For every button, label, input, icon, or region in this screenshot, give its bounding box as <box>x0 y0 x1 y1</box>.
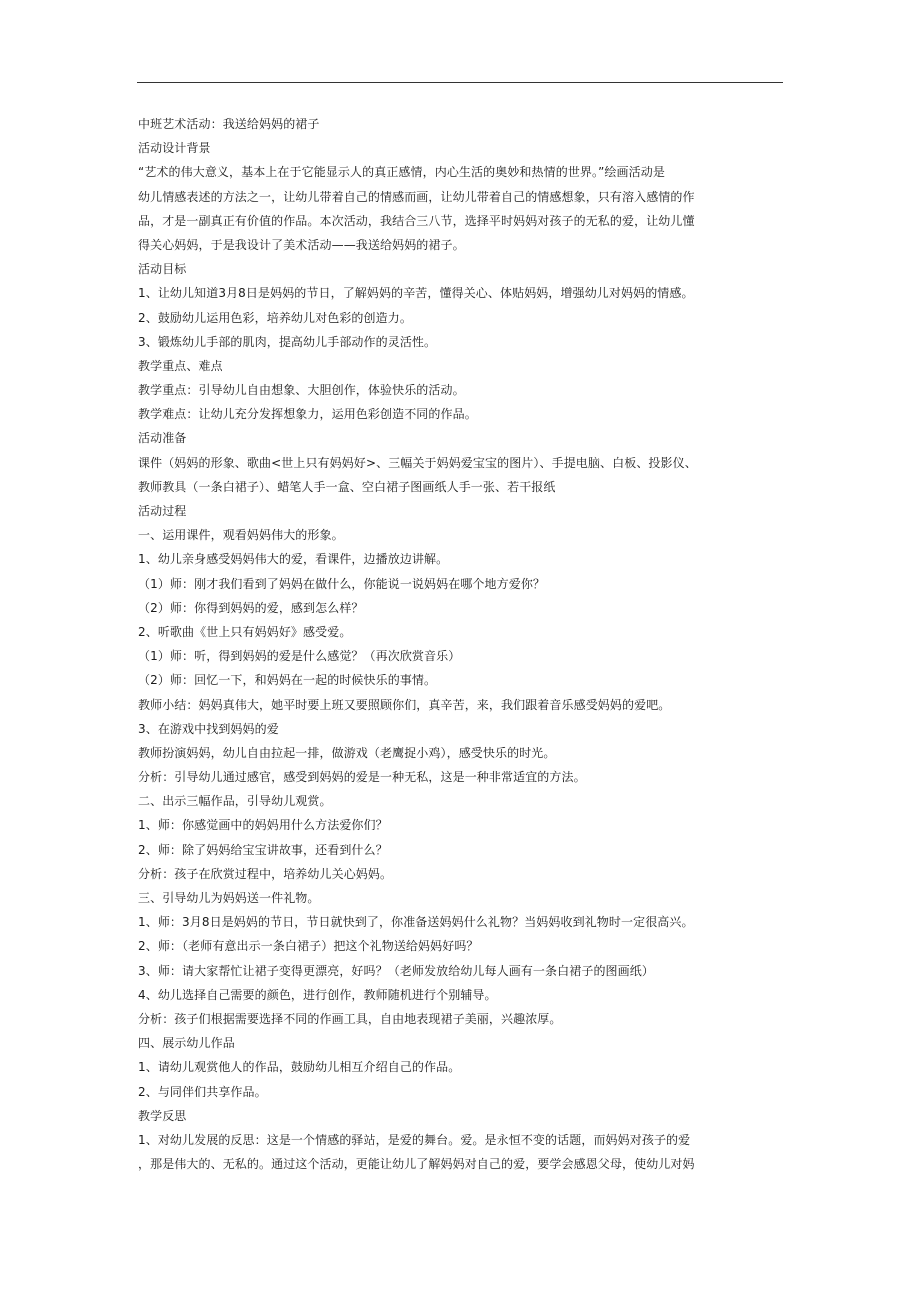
text-line: 二、出示三幅作品，引导幼儿观赏。 <box>138 794 332 809</box>
text-line: “艺术的伟大意义，基本上在于它能显示人的真正感情，内心生活的奥妙和热情的世界。”绘画活动是 <box>138 165 665 180</box>
text-line: 4、幼儿选择自己需要的颜色，进行创作，教师随机进行个别辅导。 <box>138 987 497 1002</box>
text-line: 教师小结：妈妈真伟大，她平时要上班又要照顾你们，真辛苦，来，我们跟着音乐感受妈妈的爱吧。 <box>138 697 671 712</box>
text-line: 分析：孩子们根据需要选择不同的作画工具，自由地表现裙子美丽，兴趣浓厚。 <box>138 1011 562 1026</box>
text-line: 2、听歌曲《世上只有妈妈好》感受爱。 <box>138 624 352 639</box>
text-line: 活动目标 <box>138 262 187 277</box>
text-line: 分析：引导幼儿通过感官，感受到妈妈的爱是一种无私，这是一种非常适宜的方法。 <box>138 770 586 785</box>
text-line: 幼儿情感表述的方法之一，让幼儿带着自己的情感而画，让幼儿带着自己的情感想象，只有溶入感情的作 <box>138 189 695 204</box>
text-line: 1、让幼儿知道3月8日是妈妈的节日，了解妈妈的辛苦，懂得关心、体贴妈妈，增强幼儿对妈妈的情感。 <box>138 286 694 301</box>
text-line: 分析：孩子在欣赏过程中，培养幼儿关心妈妈。 <box>138 866 393 881</box>
text-line: 教师教具（一条白裙子）、蜡笔人手一盒、空白裙子图画纸人手一张、若干报纸 <box>138 479 556 494</box>
text-line: 教学反思 <box>138 1108 187 1123</box>
text-line: 教学重点、难点 <box>138 358 223 373</box>
text-line: 3、师：请大家帮忙让裙子变得更漂亮，好吗？（老师发放给幼儿每人画有一条白裙子的图画纸） <box>138 963 654 978</box>
text-line: 2、与同伴们共享作品。 <box>138 1084 267 1099</box>
text-line: 2、鼓励幼儿运用色彩，培养幼儿对色彩的创造力。 <box>138 310 412 325</box>
document-body <box>138 112 788 1176</box>
text-line: 活动准备 <box>138 431 187 446</box>
text-line: （2）师：回忆一下，和妈妈在一起的时候快乐的事情。 <box>138 673 437 688</box>
text-line: 2、师：除了妈妈给宝宝讲故事，还看到什么？ <box>138 842 388 857</box>
text-line: 1、请幼儿观赏他人的作品，鼓励幼儿相互介绍自己的作品。 <box>138 1060 461 1075</box>
text-line: 品，才是一副真正有价值的作品。本次活动，我结合三八节，选择平时妈妈对孩子的无私的爱，让幼儿懂 <box>138 213 695 228</box>
text-line: 1、幼儿亲身感受妈妈伟大的爱，看课件，边播放边讲解。 <box>138 552 449 567</box>
text-line: ，那是伟大的、无私的。通过这个活动，更能让幼儿了解妈妈对自己的爱，要学会感恩父母，使幼儿对妈 <box>138 1157 695 1172</box>
text-line: 三、引导幼儿为妈妈送一件礼物。 <box>138 891 320 905</box>
text-line: 1、师：你感觉画中的妈妈用什么方法爱你们？ <box>138 818 388 833</box>
text-line: 3、锻炼幼儿手部的肌肉，提高幼儿手部动作的灵活性。 <box>138 334 437 349</box>
text-line: 1、师：3月8日是妈妈的节日，节日就快到了，你准备送妈妈什么礼物？当妈妈收到礼物时一定很高兴。 <box>138 915 694 930</box>
text-line: 2、师：（老师有意出示一条白裙子）把这个礼物送给妈妈好吗？ <box>138 939 479 954</box>
text-line: 一、运用课件，观看妈妈伟大的形象。 <box>138 528 344 543</box>
text-line: 教学重点：引导幼儿自由想象、大胆创作，体验快乐的活动。 <box>138 383 465 398</box>
text-line: （1）师：刚才我们看到了妈妈在做什么，你能说一说妈妈在哪个地方爱你？ <box>138 576 546 591</box>
text-line: 得关心妈妈，于是我设计了美术活动——我送给妈妈的裙子。 <box>138 237 465 252</box>
text-line: （1）师：听，得到妈妈的爱是什么感觉？（再次欣赏音乐） <box>138 649 461 664</box>
text-line: （2）师：你得到妈妈的爱，感到怎么样？ <box>138 600 364 615</box>
text-line: 教学难点：让幼儿充分发挥想象力，运用色彩创造不同的作品。 <box>138 407 477 422</box>
text-line: 教师扮演妈妈，幼儿自由拉起一排，做游戏（老鹰捉小鸡），感受快乐的时光。 <box>138 745 556 760</box>
text-line: 中班艺术活动：我送给妈妈的裙子 <box>138 117 320 131</box>
text-line: 课件（妈妈的形象、歌曲<世上只有妈妈好>、三幅关于妈妈爱宝宝的图片）、手提电脑、白板、投影仪、 <box>138 455 697 470</box>
text-line: 四、展示幼儿作品 <box>138 1036 235 1051</box>
text-line: 1、对幼儿发展的反思：这是一个情感的驿站，是爱的舞台。爱。是永恒不变的话题，而妈妈对孩子的爱 <box>138 1132 691 1147</box>
header-rule <box>137 82 783 83</box>
text-line: 3、在游戏中找到妈妈的爱 <box>138 721 279 736</box>
text-line: 活动过程 <box>138 504 187 518</box>
text-line: 活动设计背景 <box>138 141 211 156</box>
